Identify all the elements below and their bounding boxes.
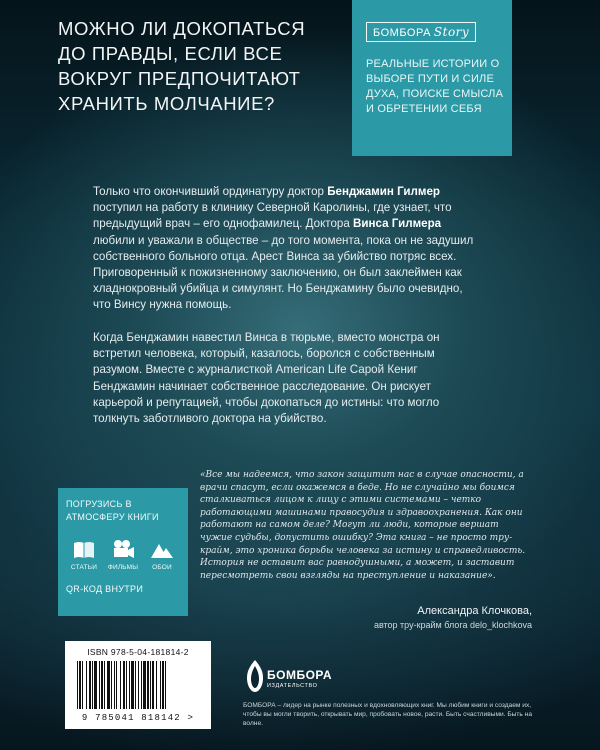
- bomb-logo-icon: [245, 658, 265, 694]
- publisher-logo: [245, 654, 335, 696]
- publisher-name: БОМБОРА: [267, 668, 333, 682]
- back-cover-headline: МОЖНО ЛИ ДОКОПАТЬСЯ ДО ПРАВДЫ, ЕСЛИ ВСЕ ВОКРУГ ПРЕДПОЧИТАЮТ ХРАНИТЬ МОЛЧАНИЕ?: [58, 18, 306, 114]
- annotation-paragraph-1: [93, 184, 483, 314]
- review-quote: «Все мы надеемся, что закон защитит нас в случае опасности, а врачи спасут, если окажемся в беде. Но не случайно мы боимся сталкиваться лицом к лицу с этими системами – четко работающими машинами правосудия и здравоохранения. Как они работают на самом деле? Могут ли люди, которые вершат чужие судьбы, допустить ошибку? Эта книга – не просто тру-крайм, это хроника борьбы человека за истину и справедливость. История не оставит вас равнодушными, а может, и заставит пересмотреть свои взгляды на преступление и наказание».: [200, 470, 526, 581]
- series-logo-main: БОМБОРА: [373, 27, 431, 39]
- series-badge: [352, 0, 512, 156]
- qr-item-label: ФИЛЬМЫ: [107, 564, 139, 571]
- publisher-blurb: БОМБОРА – лидер на рынке полезных и вдохновляющих книг. Мы любим книги и создаем их, чтобы вы могли творить, открывать мир, пробовать новое, расти. Быть счастливыми. Быть на волне.: [243, 702, 532, 728]
- annotation-text: Только что окончивший ординатуру доктор: [93, 185, 328, 198]
- barcode-icon: [75, 661, 201, 711]
- qr-panel-title: ПОГРУЗИСЬ В АТМОСФЕРУ КНИГИ: [66, 499, 159, 522]
- doctor-name: Винса Гилмера: [353, 217, 442, 231]
- qr-item-label: ОБОИ: [152, 564, 172, 571]
- series-logo-script: Story: [433, 25, 470, 39]
- barcode-number: 9 785041 818142 >: [81, 713, 195, 723]
- isbn-label: ISBN 978-5-04-181814-2: [87, 647, 189, 657]
- series-logo: [366, 22, 476, 42]
- series-description: РЕАЛЬНЫЕ ИСТОРИИ О ВЫБОРЕ ПУТИ И СИЛЕ ДУХА, ПОИСКЕ СМЫСЛА И ОБРЕТЕНИИ СЕБЯ: [366, 58, 504, 115]
- protagonist-name: Бенджамин Гилмер: [327, 185, 440, 198]
- qr-promo-panel: [58, 488, 188, 616]
- qr-item-label: СТАТЬИ: [70, 564, 98, 571]
- publisher-subtitle: ИЗДАТЕЛЬСТВО: [267, 683, 318, 689]
- annotation-paragraph-2: Когда Бенджамин навестил Винса в тюрьме, вместо монстра он встретил человека, который, казалось, боролся с собственным разумом. Вместе с журналисткой American Life Сарой Кениг Бенджамин начинает собственное расследование. Он рискует карьерой и репутацией, чтобы докопаться до истины: что могло толкнуть заботливого доктора на убийство.: [93, 331, 440, 426]
- barcode-block: [65, 641, 211, 729]
- book-icon: [72, 538, 96, 560]
- quote-author-role: автор тру-крайм блога delo_klochkova: [373, 620, 532, 630]
- qr-panel-footer: QR-КОД ВНУТРИ: [66, 584, 144, 594]
- mountains-icon: [150, 538, 174, 560]
- film-camera-icon: [111, 538, 135, 560]
- annotation-text: поступил на работу в клинику Северной Каролины, где узнает, что предыдущий врач – его однофамилец. Доктора: [93, 201, 452, 231]
- quote-author: Александра Клочкова,: [417, 605, 532, 617]
- annotation-text: любили и уважали в обществе – до того момента, пока он не задушил собственного больного отца. Арест Винса за убийство потряс всех. Приговоренный к пожизненному заключению, он был заклеймен как хладнокровный убийца и симулянт. Но Бенджамину было очевидно, что Винсу нужна помощь.: [93, 233, 474, 312]
